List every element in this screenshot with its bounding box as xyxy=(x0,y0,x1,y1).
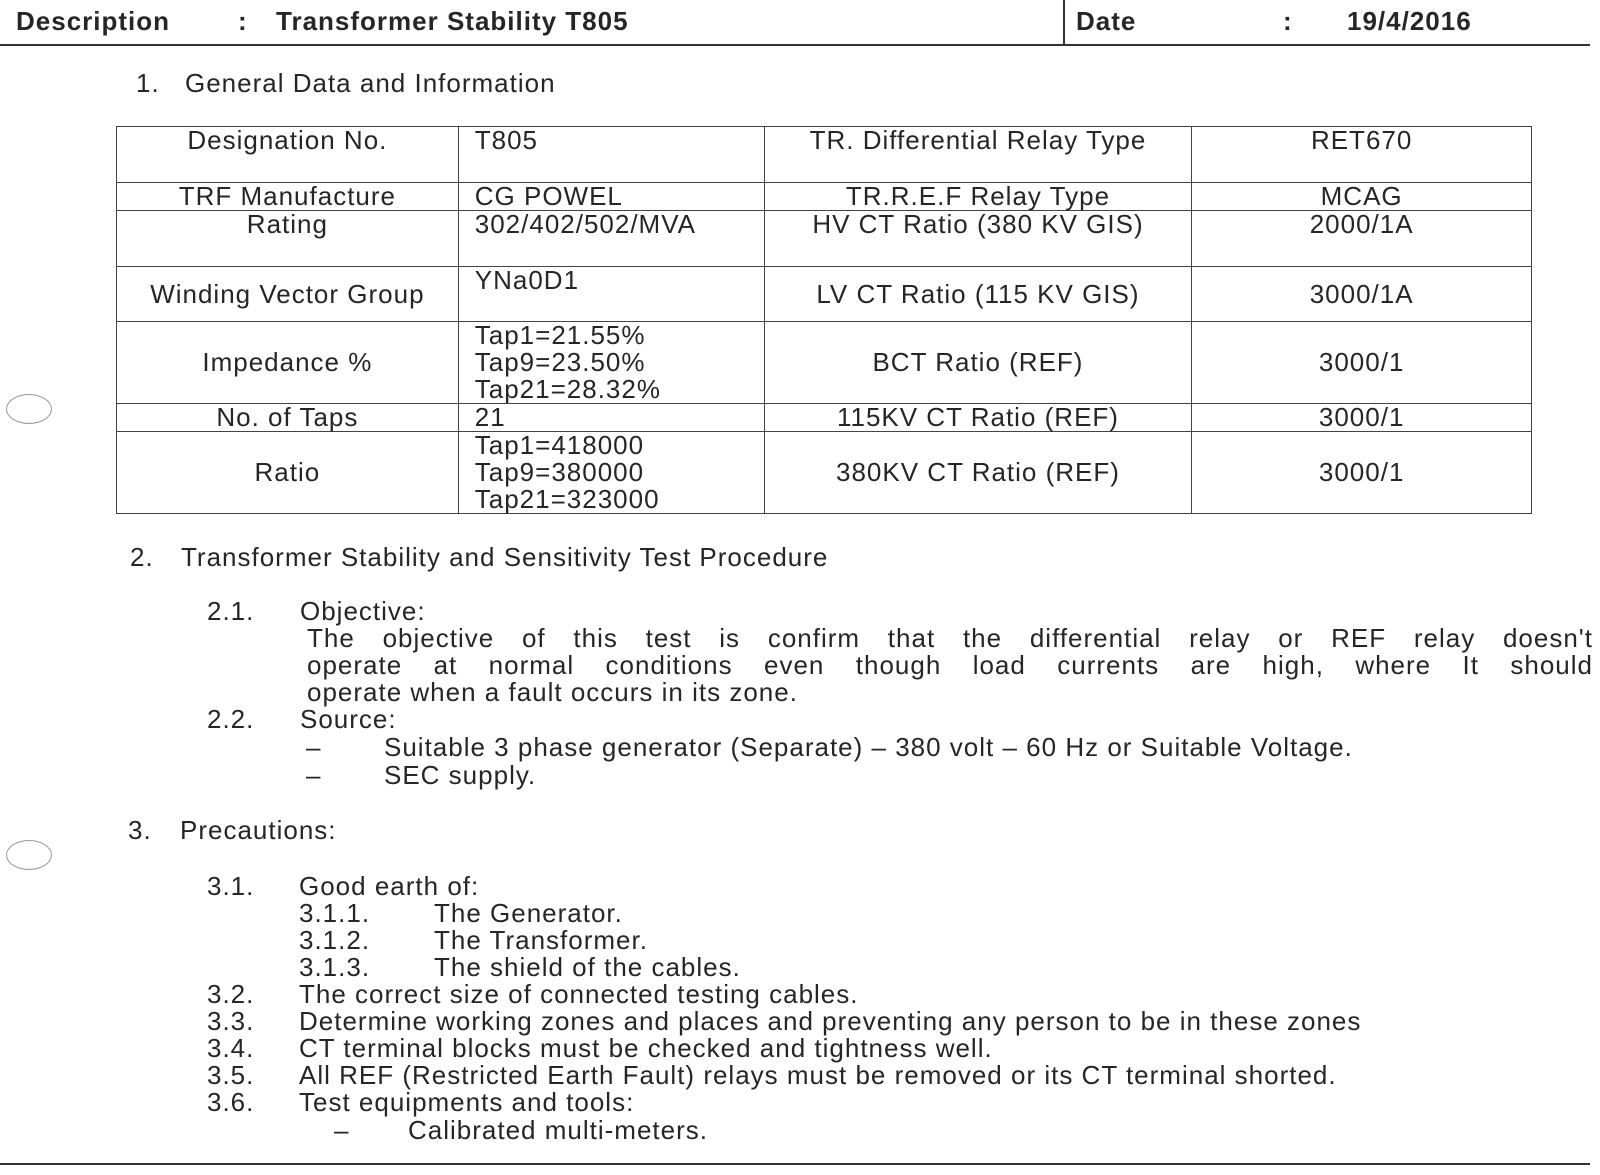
section-3-1-text: Good earth of: xyxy=(299,871,480,901)
objective-line: operate at normal conditions even though load currents are high, where It should xyxy=(307,650,1593,680)
table-cell: RET670 xyxy=(1192,127,1532,183)
table-row xyxy=(117,267,1532,322)
date-colon: : xyxy=(1283,6,1292,36)
section-3-1-3-text: The shield of the cables. xyxy=(434,952,741,982)
description-colon: : xyxy=(238,6,247,36)
section-3-3-text: Determine working zones and places and preventing any person to be in these zones xyxy=(299,1006,1362,1036)
date-value: 19/4/2016 xyxy=(1347,6,1472,36)
equipment-item: Calibrated multi-meters. xyxy=(408,1115,708,1145)
description-value: Transformer Stability T805 xyxy=(276,6,629,36)
table-cell xyxy=(458,322,764,404)
section-3-1-2-text: The Transformer. xyxy=(434,925,648,955)
header-divider xyxy=(1063,0,1065,46)
table-cell: Designation No. xyxy=(117,127,459,183)
objective-line: The objective of this test is confirm that the differential relay or REF relay doesn't xyxy=(307,623,1593,653)
section-3-6-number: 3.6. xyxy=(207,1087,255,1117)
table-row xyxy=(117,211,1532,267)
section-3-number: 3. xyxy=(128,815,152,845)
section-3-1-1-number: 3.1.1. xyxy=(299,898,371,928)
table-cell: HV CT Ratio (380 KV GIS) xyxy=(764,211,1192,267)
table-cell: LV CT Ratio (115 KV GIS) xyxy=(764,267,1192,322)
bullet: – xyxy=(334,1115,350,1145)
tap-value: Tap21=28.32% xyxy=(474,374,661,404)
table-row xyxy=(117,183,1532,211)
table-row xyxy=(117,127,1532,183)
table-cell: 115KV CT Ratio (REF) xyxy=(764,404,1192,432)
section-3-6-text: Test equipments and tools: xyxy=(299,1087,635,1117)
binder-hole xyxy=(6,394,52,424)
binder-hole xyxy=(6,840,52,870)
section-3-5-number: 3.5. xyxy=(207,1060,255,1090)
tap-value: Tap9=380000 xyxy=(474,457,645,487)
table-cell: 21 xyxy=(458,404,764,432)
section-3-1-3-number: 3.1.3. xyxy=(299,952,371,982)
table-cell: 3000/1 xyxy=(1192,432,1532,514)
date-label: Date xyxy=(1076,6,1137,36)
table-cell: Rating xyxy=(117,211,459,267)
table-cell: 380KV CT Ratio (REF) xyxy=(764,432,1192,514)
table-cell: No. of Taps xyxy=(117,404,459,432)
section-3-3-number: 3.3. xyxy=(207,1006,255,1036)
tap-value: Tap1=418000 xyxy=(474,430,645,460)
table-row xyxy=(117,322,1532,404)
table-cell: TRF Manufacture xyxy=(117,183,459,211)
table-cell: TR.R.E.F Relay Type xyxy=(764,183,1192,211)
section-3-title: Precautions: xyxy=(180,815,337,845)
table-row xyxy=(117,404,1532,432)
section-2-2-title: Source: xyxy=(300,704,397,734)
section-3-1-2-number: 3.1.2. xyxy=(299,925,371,955)
section-3-5-text: All REF (Restricted Earth Fault) relays must be removed or its CT terminal shorted. xyxy=(299,1060,1337,1090)
section-2-title: Transformer Stability and Sensitivity Test Procedure xyxy=(181,542,829,572)
table-cell: 302/402/502/MVA xyxy=(458,211,764,267)
table-cell: YNa0D1 xyxy=(458,267,764,322)
table-cell: 2000/1A xyxy=(1192,211,1532,267)
table-cell: 3000/1 xyxy=(1192,322,1532,404)
section-3-1-number: 3.1. xyxy=(207,871,255,901)
bullet: – xyxy=(306,760,322,790)
objective-line: operate when a fault occurs in its zone. xyxy=(307,677,798,707)
section-3-1-1-text: The Generator. xyxy=(434,898,623,928)
table-cell: BCT Ratio (REF) xyxy=(764,322,1192,404)
section-3-4-text: CT terminal blocks must be checked and tightness well. xyxy=(299,1033,993,1063)
table-cell: T805 xyxy=(458,127,764,183)
table-cell: CG POWEL xyxy=(458,183,764,211)
description-label: Description xyxy=(16,6,171,36)
table-cell: Winding Vector Group xyxy=(117,267,459,322)
section-2-1-title: Objective: xyxy=(300,596,426,626)
section-1-title: General Data and Information xyxy=(185,68,556,98)
table-cell: MCAG xyxy=(1192,183,1532,211)
general-data-table xyxy=(116,126,1532,514)
section-2-number: 2. xyxy=(130,542,154,572)
footer-rule xyxy=(0,1163,1590,1165)
section-2-2-number: 2.2. xyxy=(207,704,255,734)
section-2-1-number: 2.1. xyxy=(207,596,255,626)
section-3-2-number: 3.2. xyxy=(207,979,255,1009)
table-row xyxy=(117,432,1532,514)
section-3-2-text: The correct size of connected testing cables. xyxy=(299,979,859,1009)
table-cell: 3000/1A xyxy=(1192,267,1532,322)
section-3-4-number: 3.4. xyxy=(207,1033,255,1063)
table-cell: Ratio xyxy=(117,432,459,514)
source-item: SEC supply. xyxy=(384,760,537,790)
table-cell: 3000/1 xyxy=(1192,404,1532,432)
header-rule xyxy=(0,44,1590,46)
section-1-number: 1. xyxy=(136,68,160,98)
table-cell xyxy=(458,432,764,514)
bullet: – xyxy=(306,732,322,762)
table-cell: TR. Differential Relay Type xyxy=(764,127,1192,183)
table-cell: Impedance % xyxy=(117,322,459,404)
tap-value: Tap9=23.50% xyxy=(474,347,646,377)
tap-value: Tap1=21.55% xyxy=(474,320,646,350)
source-item: Suitable 3 phase generator (Separate) – 380 volt – 60 Hz or Suitable Voltage. xyxy=(384,732,1353,762)
tap-value: Tap21=323000 xyxy=(474,484,660,514)
